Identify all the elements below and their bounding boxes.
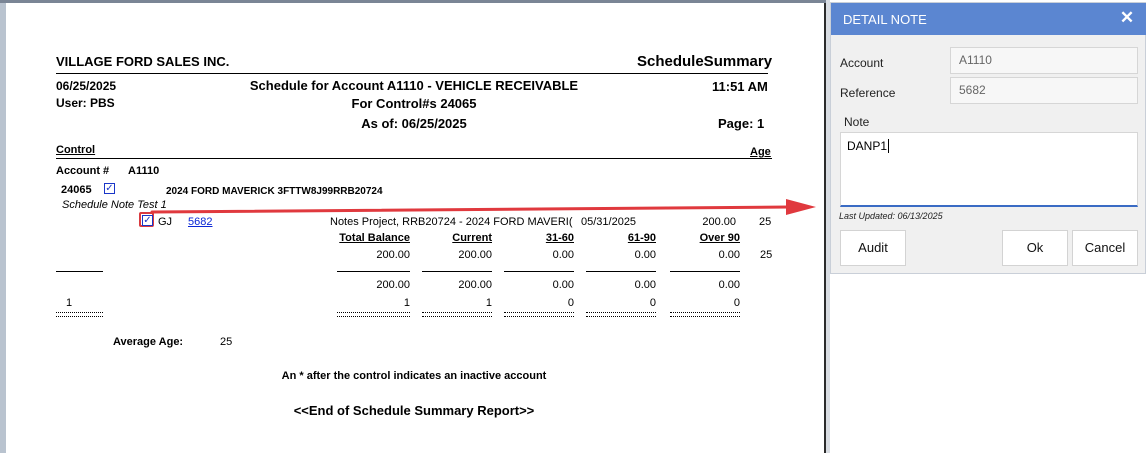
grand-current: 200.00: [458, 279, 492, 291]
header-rule: [56, 73, 768, 74]
aging-31-60-header: 31-60: [545, 232, 574, 244]
page-number: Page: 1: [718, 116, 765, 131]
dialog-title: DETAIL NOTE: [843, 12, 927, 27]
subtotal-total: 200.00: [376, 249, 410, 261]
total-rule-over-90: [670, 271, 740, 272]
grand-total: 200.00: [376, 279, 410, 291]
entry-amount: 200.00: [702, 216, 736, 228]
total-rule-left: [56, 271, 103, 272]
reference-field[interactable]: 5682: [950, 77, 1138, 104]
count-31-60: 0: [567, 297, 574, 309]
double-rule-61-90: [586, 312, 656, 317]
report-controls: For Control#s 24065: [351, 96, 477, 111]
entry-reference-link[interactable]: 5682: [188, 216, 213, 228]
report-time: 11:51 AM: [712, 79, 768, 94]
note-field-label: Note: [844, 115, 870, 129]
double-rule-balance: [337, 312, 410, 317]
control-note-checkbox[interactable]: ✓: [105, 183, 114, 194]
report-name: ScheduleSummary: [637, 53, 773, 70]
close-icon[interactable]: ✕: [1119, 8, 1135, 27]
aging-61-90-header: 61-90: [627, 232, 656, 244]
count-total: 1: [403, 297, 410, 309]
account-field[interactable]: A1110: [950, 47, 1138, 74]
cancel-button[interactable]: Cancel: [1072, 230, 1138, 266]
vehicle-description: 2024 FORD MAVERICK 3FTTW8J99RRB20724: [166, 186, 383, 197]
entry-description: Notes Project, RRB20724 - 2024 FORD MAVERI(: [330, 216, 573, 228]
report-date: 06/25/2025: [56, 79, 117, 93]
dialog-header: [831, 3, 1146, 35]
grand-31-60: 0.00: [552, 279, 574, 291]
subtotal-61-90: 0.00: [634, 249, 656, 261]
report-page: [6, 3, 826, 453]
note-text: DANP1: [847, 139, 888, 153]
annotation-arrow: [150, 196, 818, 220]
count-left: 1: [66, 297, 73, 309]
subtotal-over-90: 0.00: [718, 249, 740, 261]
account-label: Account #: [56, 165, 110, 177]
text-cursor: [888, 139, 889, 153]
entry-age: 25: [759, 216, 772, 228]
total-rule-current: [422, 271, 492, 272]
double-rule-over-90: [670, 312, 740, 317]
report-as-of: As of: 06/25/2025: [361, 116, 467, 131]
total-rule-31-60: [504, 271, 574, 272]
entry-note-checkbox[interactable]: ✓: [143, 215, 152, 226]
average-age-label: Average Age:: [113, 336, 184, 348]
company-name: VILLAGE FORD SALES INC.: [56, 54, 230, 69]
report-user: User: PBS: [56, 96, 115, 110]
grand-over-90: 0.00: [718, 279, 740, 291]
account-field-label: Account: [840, 56, 884, 70]
subtotal-current: 200.00: [458, 249, 492, 261]
schedule-note: Schedule Note Test 1: [62, 199, 167, 211]
total-rule-61-90: [586, 271, 656, 272]
reference-field-label: Reference: [840, 86, 896, 100]
total-rule-balance: [337, 271, 410, 272]
account-value: A1110: [128, 165, 160, 177]
note-textarea[interactable]: [840, 132, 1138, 207]
end-of-report: <<End of Schedule Summary Report>>: [293, 403, 535, 418]
average-age-value: 25: [220, 336, 233, 348]
subtotal-31-60: 0.00: [552, 249, 574, 261]
detail-note-dialog: [830, 2, 1146, 274]
aging-over-90-header: Over 90: [699, 232, 740, 244]
subtotal-age: 25: [760, 249, 773, 261]
entry-date: 05/31/2025: [581, 216, 637, 228]
ok-button[interactable]: Ok: [1002, 230, 1068, 266]
double-rule-31-60: [504, 312, 574, 317]
report-heading: Schedule for Account A1110 - VEHICLE RECEIVABLE: [249, 78, 579, 93]
current-header: Current: [452, 232, 492, 244]
grand-61-90: 0.00: [634, 279, 656, 291]
entry-journal: GJ: [158, 216, 173, 228]
double-rule-left: [56, 312, 103, 317]
count-current: 1: [485, 297, 492, 309]
age-header: Age: [750, 146, 771, 158]
count-over-90: 0: [733, 297, 740, 309]
total-balance-header: Total Balance: [339, 232, 410, 244]
audit-button[interactable]: Audit: [840, 230, 906, 266]
inactive-note: An * after the control indicates an inactive account: [281, 370, 547, 382]
control-header: Control: [56, 144, 96, 156]
count-61-90: 0: [649, 297, 656, 309]
last-updated: Last Updated: 06/13/2025: [839, 211, 943, 221]
double-rule-current: [422, 312, 492, 317]
column-header-rule: [56, 158, 772, 159]
control-number: 24065: [61, 184, 92, 196]
